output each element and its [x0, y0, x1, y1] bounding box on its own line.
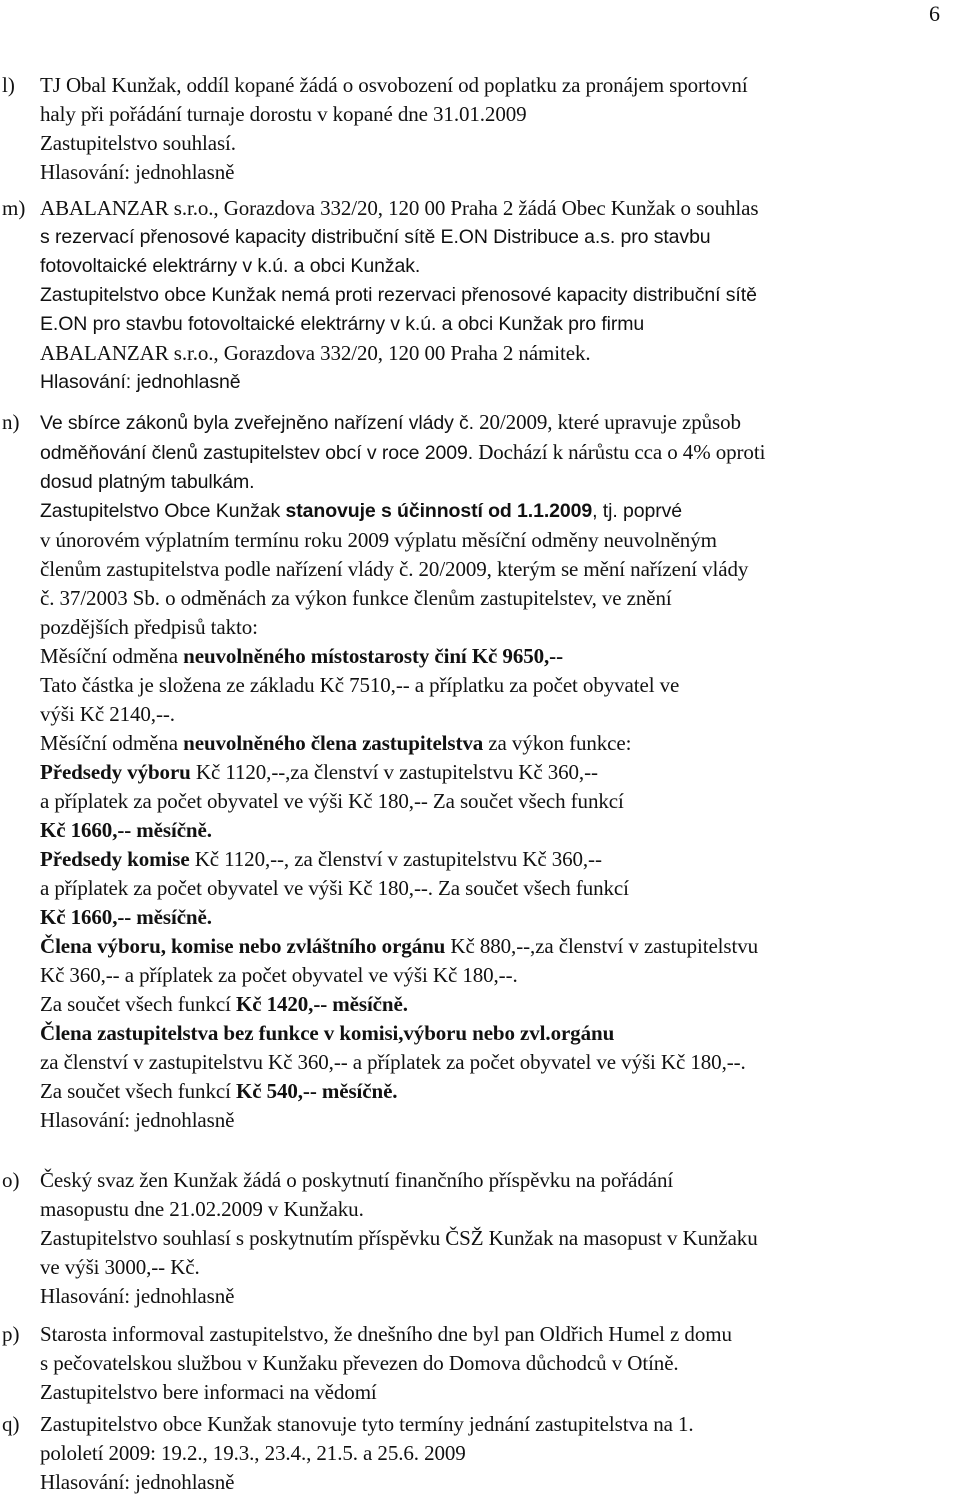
text-line: Tato částka je složena ze základu Kč 7510,-- a příplatku za počet obyvatel ve — [40, 673, 680, 697]
text-line: Kč 360,-- a příplatek za počet obyvatel ve výši Kč 180,--. — [40, 963, 518, 987]
item-marker: l) — [2, 73, 15, 97]
text-line: Zastupitelstvo obce Kunžak stanovuje tyto termíny jednání zastupitelstva na 1. — [40, 1412, 694, 1436]
text-line: a příplatek za počet obyvatel ve výši Kč 180,-- Za součet všech funkcí — [40, 789, 624, 813]
text-segment: Za součet všech funkcí — [40, 992, 236, 1016]
text-line — [40, 1077, 952, 1106]
item-body — [40, 1166, 952, 1311]
text-segment: Ve sbírce zákonů byla zveřejněno nařízení vlády č. — [40, 412, 474, 434]
emphasis-text: Předsedy komise — [40, 847, 190, 871]
vote-result: Hlasování: jednohlasně — [40, 1284, 235, 1308]
text-line: pozdějších předpisů takto: — [40, 615, 258, 639]
item-marker: n) — [2, 410, 20, 434]
vote-result: Hlasování: jednohlasně — [40, 371, 241, 393]
text-line — [40, 497, 952, 526]
text-line: haly při pořádání turnaje dorostu v kopané dne 31.01.2009 — [40, 102, 527, 126]
text-segment: Za součet všech funkcí — [40, 1079, 236, 1103]
item-body — [40, 194, 952, 397]
text-line: ve výši 3000,-- Kč. — [40, 1255, 200, 1279]
text-line: fotovoltaické elektrárny v k.ú. a obci Kunžak. — [40, 255, 421, 277]
text-line: TJ Obal Kunžak, oddíl kopané žádá o osvobození od poplatku za pronájem sportovní — [40, 73, 748, 97]
page-number: 6 — [929, 1, 940, 26]
text-line: v únorovém výplatním termínu roku 2009 výplatu měsíční odměny neuvolněným — [40, 528, 717, 552]
text-line: Zastupitelstvo souhlasí s poskytnutím příspěvku ČSŽ Kunžak na masopust v Kunžaku — [40, 1226, 758, 1250]
text-line: ABALANZAR s.r.o., Gorazdova 332/20, 120 00 Praha 2 námitek. — [40, 341, 591, 365]
emphasis-text: Kč 540,-- měsíčně. — [235, 1079, 398, 1103]
text-line: Zastupitelstvo bere informaci na vědomí — [40, 1380, 377, 1404]
emphasis-text: neuvolněného místostarosty činí Kč 9650,-- — [183, 644, 563, 668]
text-line: členům zastupitelstva podle nařízení vlády č. 20/2009, kterým se mění nařízení vlády — [40, 557, 749, 581]
vote-result: Hlasování: jednohlasně — [40, 1108, 235, 1132]
item-marker: o) — [2, 1168, 20, 1192]
text-line: pololetí 2009: 19.2., 19.3., 23.4., 21.5. a 25.6. 2009 — [40, 1441, 466, 1465]
vote-result: Hlasování: jednohlasně — [40, 160, 235, 184]
text-line: č. 37/2003 Sb. o odměnách za výkon funkce členům zastupitelstev, ve znění — [40, 586, 672, 610]
vote-result: Hlasování: jednohlasně — [40, 1470, 235, 1494]
item-marker: m) — [2, 196, 26, 220]
text-line — [40, 438, 952, 468]
text-line: masopustu dne 21.02.2009 v Kunžaku. — [40, 1197, 364, 1221]
text-segment: 20/2009, které upravuje způsob — [474, 410, 741, 434]
text-line: a příplatek za počet obyvatel ve výši Kč 180,--. Za součet všech funkcí — [40, 876, 629, 900]
text-line: Zastupitelstvo souhlasí. — [40, 131, 236, 155]
emphasis-text: stanovuje s účinností od 1.1.2009 — [285, 500, 593, 522]
text-segment: za výkon funkce: — [483, 731, 632, 755]
text-line — [40, 408, 952, 438]
text-line: za členství v zastupitelstvu Kč 360,-- a příplatek za počet obyvatel ve výši Kč 180,--. — [40, 1050, 746, 1074]
item-body — [40, 1320, 952, 1407]
text-line — [40, 729, 952, 758]
text-line — [40, 758, 952, 787]
text-line: s rezervací přenosové kapacity distribuční sítě E.ON Distribuce a.s. pro stavbu — [40, 226, 711, 248]
text-line: E.ON pro stavbu fotovoltaické elektrárny v k.ú. a obci Kunžak pro firmu — [40, 313, 645, 335]
text-line: ABALANZAR s.r.o., Gorazdova 332/20, 120 00 Praha 2 žádá Obec Kunžak o souhlas — [40, 196, 759, 220]
text-line: s pečovatelskou službou v Kunžaku převezen do Domova důchodců v Otíně. — [40, 1351, 679, 1375]
emphasis-text: neuvolněného člena zastupitelstva — [183, 731, 484, 755]
text-segment: , tj. poprvé — [592, 500, 683, 522]
text-line — [40, 932, 952, 961]
text-segment: Dochází k nárůstu cca o 4% oproti — [473, 440, 766, 464]
emphasis-text: Kč 1420,-- měsíčně. — [235, 992, 408, 1016]
text-line: Český svaz žen Kunžak žádá o poskytnutí finančního příspěvku na pořádání — [40, 1168, 674, 1192]
text-line: Člena zastupitelstva bez funkce v komisi,výboru nebo zvl.orgánu — [40, 1021, 615, 1045]
item-marker: p) — [2, 1322, 20, 1346]
text-line — [40, 642, 952, 671]
text-segment: Zastupitelstvo Obce Kunžak — [40, 500, 286, 522]
text-segment: odměňování členů zastupitelstev obcí v roce 2009. — [40, 442, 474, 464]
text-line: Zastupitelstvo obce Kunžak nemá proti rezervaci přenosové kapacity distribuční sítě — [40, 284, 757, 306]
text-segment: Kč 1120,--, za členství v zastupitelstvu Kč 360,-- — [189, 847, 602, 871]
text-segment: Měsíční odměna — [40, 644, 184, 668]
emphasis-text: Předsedy výboru — [40, 760, 191, 784]
emphasis-text: Člena výboru, komise nebo zvláštního orgánu — [40, 934, 446, 958]
text-segment: Kč 880,--,za členství v zastupitelstvu — [445, 934, 759, 958]
item-body — [40, 1410, 952, 1497]
text-line: Kč 1660,-- měsíčně. — [40, 818, 212, 842]
item-marker: q) — [2, 1412, 20, 1436]
text-segment: Měsíční odměna — [40, 731, 184, 755]
text-line: Kč 1660,-- měsíčně. — [40, 905, 212, 929]
item-body — [40, 71, 952, 187]
text-line: Starosta informoval zastupitelstvo, že dnešního dne byl pan Oldřich Humel z domu — [40, 1322, 732, 1346]
text-line: dosud platným tabulkám. — [40, 471, 255, 493]
item-body — [40, 408, 952, 1135]
text-segment: Kč 1120,--,za členství v zastupitelstvu Kč 360,-- — [190, 760, 598, 784]
text-line — [40, 990, 952, 1019]
text-line — [40, 845, 952, 874]
text-line: výši Kč 2140,--. — [40, 702, 175, 726]
